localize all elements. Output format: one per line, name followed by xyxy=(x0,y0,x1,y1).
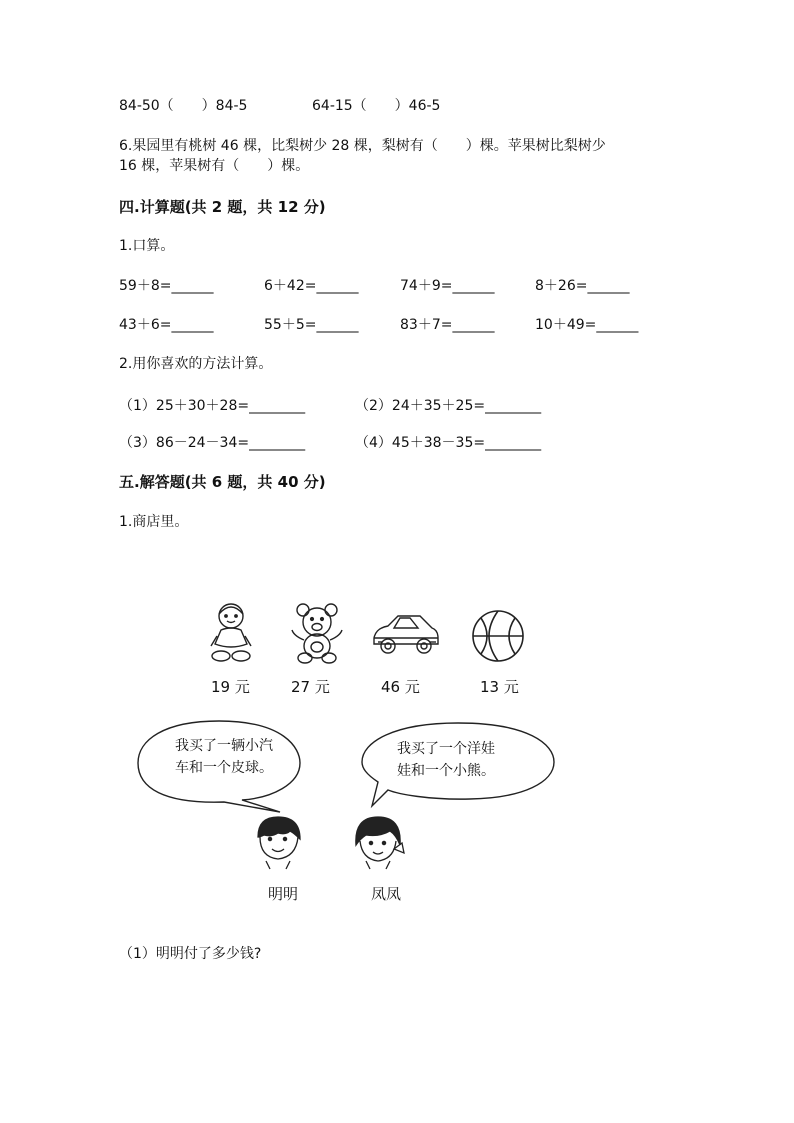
price-bear: 27 元 xyxy=(291,678,330,696)
name-mingming: 明明 xyxy=(268,885,299,903)
bubble-left-line-2: 车和一个皮球。 xyxy=(175,760,273,776)
compare-item-1: 84-50（ ）84-5 xyxy=(119,98,248,114)
question-6-line-1: 6.果园里有桃树 46 棵，比梨树少 28 棵，梨树有（ ）棵。苹果树比梨树少 xyxy=(119,138,606,154)
calc-3: （3）86－24－34=________ xyxy=(119,435,306,451)
calc-2: （2）24＋35＋25=________ xyxy=(355,398,542,414)
question-6-line-2: 16 棵，苹果树有（ ）棵。 xyxy=(119,158,310,174)
name-fengfeng: 凤凤 xyxy=(371,885,402,903)
section-5-title: 五.解答题(共 6 题，共 40 分) xyxy=(119,473,326,491)
doll-icon xyxy=(203,600,259,664)
oral-calc-4: 8＋26=______ xyxy=(535,278,630,294)
price-ball: 13 元 xyxy=(480,678,519,696)
section-4-title: 四.计算题(共 2 题，共 12 分) xyxy=(119,198,326,216)
oral-calc-8: 10＋49=______ xyxy=(535,317,639,333)
section-5-q1-title: 1.商店里。 xyxy=(119,514,189,530)
bubble-right-line-1: 我买了一个洋娃 xyxy=(397,741,495,757)
boy-icon xyxy=(252,815,304,871)
girl-icon xyxy=(350,815,406,871)
oral-calc-5: 43＋6=______ xyxy=(119,317,214,333)
oral-calc-1: 59＋8=______ xyxy=(119,278,214,294)
bubble-left-line-1: 我买了一辆小汽 xyxy=(175,738,273,754)
toy-car-icon xyxy=(370,608,440,658)
oral-calc-3: 74＋9=______ xyxy=(400,278,495,294)
sub-question-1: （1）明明付了多少钱? xyxy=(119,946,262,962)
price-car: 46 元 xyxy=(381,678,420,696)
oral-calc-6: 55＋5=______ xyxy=(264,317,359,333)
basketball-icon xyxy=(470,608,526,664)
bubble-right-line-2: 娃和一个小熊。 xyxy=(397,763,495,779)
section-4-q2-title: 2.用你喜欢的方法计算。 xyxy=(119,356,273,372)
compare-item-2: 64-15（ ）46-5 xyxy=(312,98,441,114)
teddy-bear-icon xyxy=(288,602,346,664)
section-4-q1-title: 1.口算。 xyxy=(119,238,175,254)
oral-calc-2: 6＋42=______ xyxy=(264,278,359,294)
price-doll: 19 元 xyxy=(211,678,250,696)
oral-calc-7: 83＋7=______ xyxy=(400,317,495,333)
calc-4: （4）45＋38－35=________ xyxy=(355,435,542,451)
calc-1: （1）25＋30＋28=________ xyxy=(119,398,306,414)
